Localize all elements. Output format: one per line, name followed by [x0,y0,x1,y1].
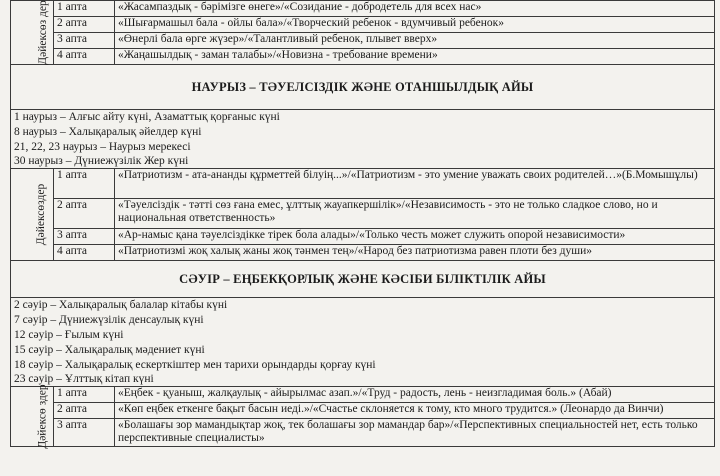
week-cell: 4 апта [54,245,115,261]
document-page [10,0,715,447]
quote-cell: «Болашағы зор мамандықтар жоқ, тек болашағы зор мамандар бар»/«Перспективных специальностей нет, есть только перспективные специалисты» [115,419,715,447]
date-item: 23 сәуір – Ұлттық кітап күні [14,373,154,385]
date-item: 21, 22, 23 наурыз – Наурыз мерекесі [14,141,191,153]
quote-cell: «Патриотизмі жоқ халық жаны жоқ тәнмен тең»/«Народ без патриотизма равен плоти без души» [115,245,715,261]
dates-list-april [10,298,715,386]
quotes-table-2 [10,168,715,261]
quotes-label: Дәйексө здер [36,384,49,449]
quote-cell: «Өнерлі бала өрге жүзер»/«Талантливый ребенок, плывет вверх» [115,33,715,49]
quote-cell: «Еңбек - қуаныш, жалқаулық - айырылмас азап.»/«Труд - радость, лень - неизгладимая боль.» (Абай) [115,387,715,403]
quotes-label-cell [11,169,54,261]
week-cell: 1 апта [54,169,115,199]
table-row [11,33,715,49]
date-item: 8 наурыз – Халықаралық әйелдер күні [14,126,202,138]
table-row [11,403,715,419]
quotes-table-1 [10,0,715,65]
date-item: 15 сәуір – Халықаралық мәдениет күні [14,344,205,356]
week-cell: 3 апта [54,229,115,245]
quote-cell: «Жасампаздық - бәрімізге өнеге»/«Созидание - добродетель для всех нас» [115,1,715,17]
date-item: 7 сәуір – Дүниежүзілік денсаулық күні [14,314,204,326]
date-item: 1 наурыз – Алғыс айту күні, Азаматтық қорғаныс күні [14,111,280,123]
week-cell: 2 апта [54,17,115,33]
quote-cell: «Ар-намыс қана тәуелсіздікке тірек бола алады»/«Только честь может служить опорой независимости» [115,229,715,245]
week-cell: 2 апта [54,403,115,419]
quote-cell: «Шығармашыл бала - ойлы бала»/«Творческий ребенок - вдумчивый ребенок» [115,17,715,33]
week-cell: 3 апта [54,419,115,447]
table-row [11,387,715,403]
date-item: 2 сәуір – Халықаралық балалар кітабы күні [14,299,228,311]
table-row [11,199,715,229]
quote-cell: «Патриотизм - ата-ананды құрметтей білуің...»/«Патриотизм - это умение уважать своих родителей…»(Б.Момышұлы) [115,169,715,199]
date-item: 18 сәуір – Халықаралық ескерткіштер мен тарихи орындарды қорғау күні [14,359,376,371]
table-row [11,1,715,17]
quotes-label: Дәйексөз дер [36,0,49,65]
quote-cell: «Тәуелсіздік - тәтті сөз ғана емес, ұлттық жауапкершілік»/«Независимость - это не только сладкое слово, но и национальная ответственность» [115,199,715,229]
quotes-label-cell [11,1,54,65]
table-row [11,49,715,65]
week-cell: 4 апта [54,49,115,65]
week-cell: 1 апта [54,1,115,17]
table-row [11,419,715,447]
table-row [11,245,715,261]
table-row [11,17,715,33]
dates-list-march [10,110,715,168]
month-heading-april: СӘУІР – ЕҢБЕКҚОРЛЫҚ ЖӘНЕ КӘСІБИ БІЛІКТІЛІК АЙЫ [10,261,715,298]
table-row [11,169,715,199]
week-cell: 2 апта [54,199,115,229]
month-heading-march: НАУРЫЗ – ТӘУЕЛСІЗДІК ЖӘНЕ ОТАНШЫЛДЫҚ АЙЫ [10,65,715,110]
quote-cell: «Жаңашылдық - заман талабы»/«Новизна - требование времени» [115,49,715,65]
quotes-label-cell [11,384,54,449]
quote-cell: «Көп еңбек еткенге бақыт басын иеді.»/«Счастье склоняется к тому, кто много трудится.» (Леонардо да Винчи) [115,403,715,419]
date-item: 12 сәуір – Ғылым күні [14,329,124,341]
quotes-table-3 [10,386,715,447]
week-cell: 3 апта [54,33,115,49]
week-cell: 1 апта [54,387,115,403]
quotes-label: Дәйексөздер [35,183,48,246]
date-item: 30 наурыз – Дүниежүзілік Жер күні [14,155,189,167]
table-row [11,229,715,245]
